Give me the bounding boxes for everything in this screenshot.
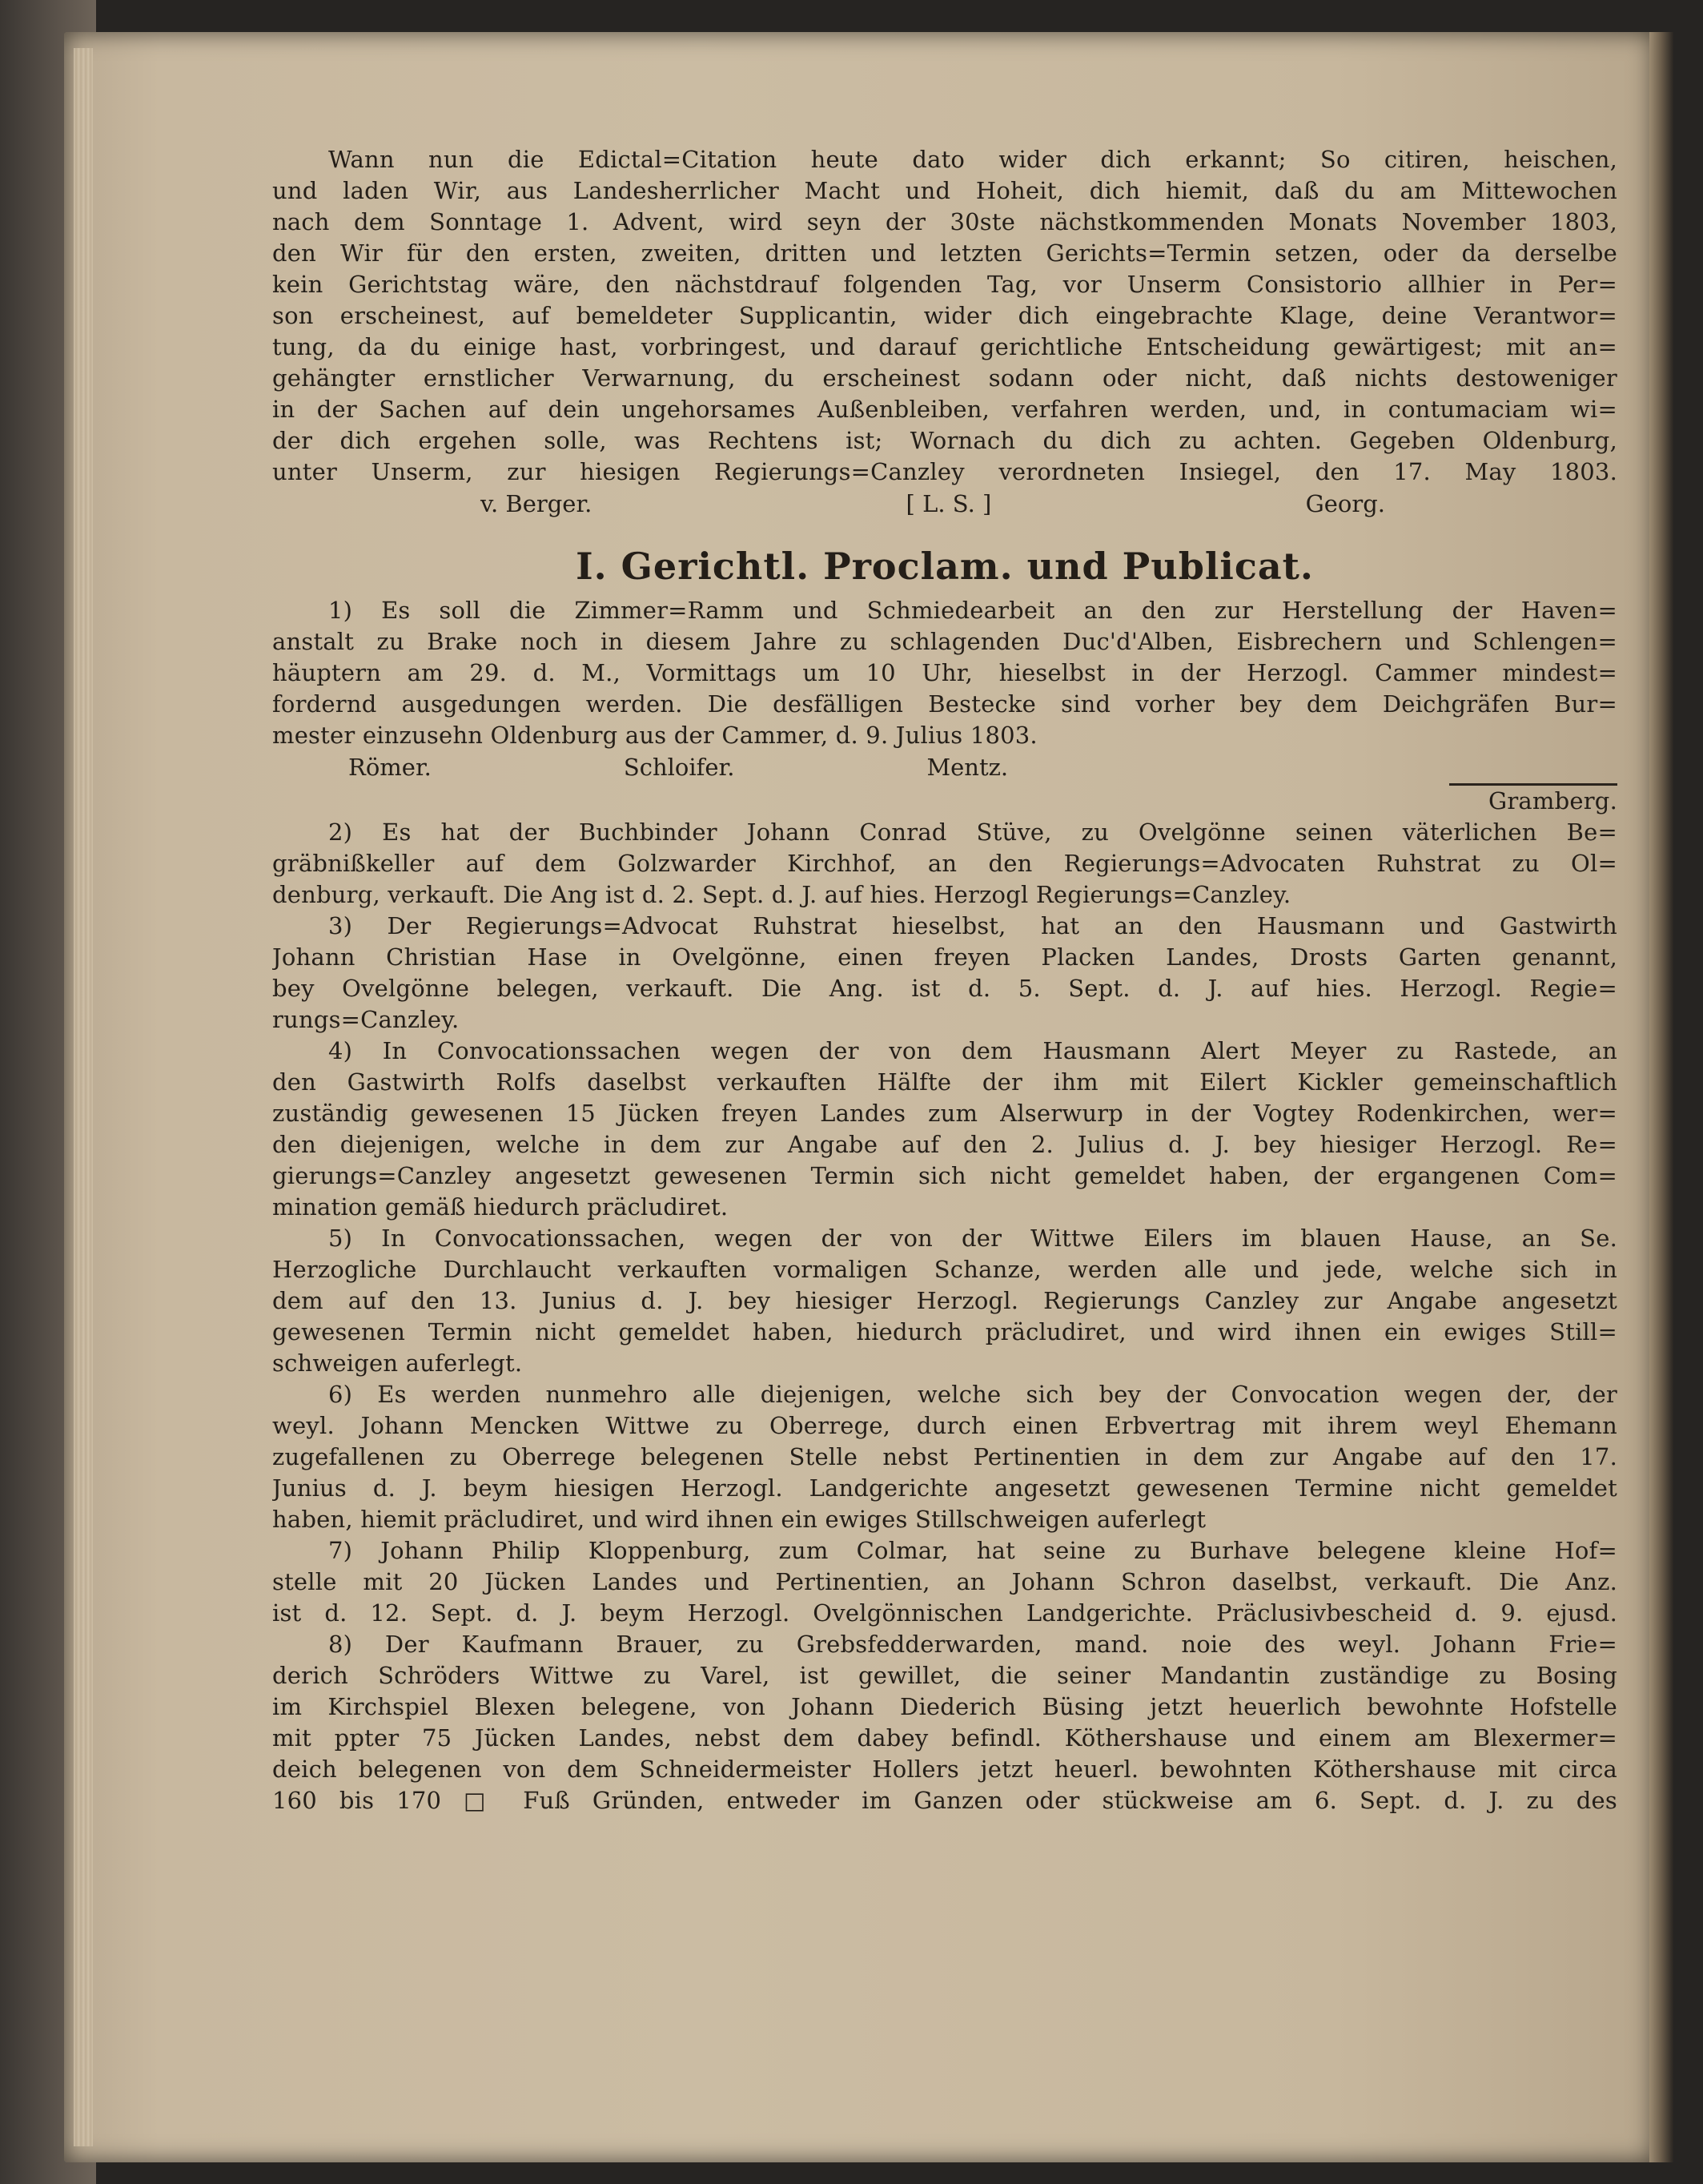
text-line: den Wir für den ersten, zweiten, dritten und letzten Gerichts=Termin setzen, oder da derselbe — [272, 239, 1617, 267]
text-line: Junius d. J. beym hiesigen Herzogl. Landgerichte angesetzt gewesenen Termine nicht gemeldet — [272, 1474, 1617, 1502]
text-line: in der Sachen auf dein ungehorsames Außenbleiben, verfahren werden, und, in contumaciam wi= — [272, 396, 1617, 423]
text-line: 3) Der Regierungs=Advocat Ruhstrat hieselbst, hat an den Hausmann und Gastwirth — [328, 912, 1617, 939]
text-line: den diejenigen, welche in dem zur Angabe auf den 2. Julius d. J. bey hiesiger Herzogl. Re= — [272, 1131, 1617, 1158]
seal-mark: [ L. S. ] — [906, 490, 992, 517]
signer: Mentz. — [926, 754, 1009, 781]
text-line: denburg, verkauft. Die Ang ist d. 2. Sept. d. J. auf hies. Herzogl Regierungs=Canzley. — [272, 881, 1291, 908]
notice-7 — [272, 1535, 1617, 1629]
text-line: deich belegenen von dem Schneidermeister Hollers jetzt heuerl. bewohnten Köthershause mit circa — [272, 1756, 1617, 1783]
text-line: der dich ergehen solle, was Rechtens ist; Wornach du dich zu achten. Gegeben Oldenburg, — [272, 427, 1617, 454]
text-line: Herzogliche Durchlaucht verkauften vormaligen Schanze, werden alle und jede, welche sich in — [272, 1256, 1617, 1283]
text-line: 6) Es werden nunmehro alle diejenigen, welche sich bey der Convocation wegen der, der — [328, 1381, 1617, 1408]
text-line: gräbnißkeller auf dem Golzwarder Kirchhof, an den Regierungs=Advocaten Ruhstrat zu Ol= — [272, 850, 1617, 877]
text-line: Johann Christian Hase in Ovelgönne, einen freyen Placken Landes, Drosts Garten genannt, — [272, 943, 1617, 971]
text-line: 8) Der Kaufmann Brauer, zu Grebsfedderwarden, mand. noie des weyl. Johann Frie= — [328, 1631, 1617, 1658]
text-line: mit ppter 75 Jücken Landes, nebst dem dabey befindl. Köthershause und einem am Blexermer= — [272, 1724, 1617, 1752]
text-line: haben, hiemit präcludiret, und wird ihnen ein ewiges Stillschweigen auferlegt — [272, 1506, 1207, 1533]
text-line: mester einzusehn Oldenburg aus der Cammer, d. 9. Julius 1803. — [272, 722, 1038, 749]
edict-signature — [272, 488, 1617, 520]
text-line: 4) In Convocationssachen wegen der von dem Hausmann Alert Meyer zu Rastede, an — [328, 1037, 1617, 1064]
text-line: gewesenen Termin nicht gemeldet haben, hiedurch präcludiret, und wird ihnen ein ewiges Still= — [272, 1318, 1617, 1345]
text-line: häuptern am 29. d. M., Vormittags um 10 Uhr, hieselbst in der Herzogl. Cammer mindest= — [272, 659, 1617, 686]
text-line: mination gemäß hiedurch präcludiret. — [272, 1193, 729, 1221]
text-line: den Gastwirth Rolfs daselbst verkauften Hälfte der ihm mit Eilert Kickler gemeinschaftlich — [272, 1068, 1617, 1096]
text-line: gehängter ernstlicher Verwarnung, du erscheinest sodann oder nicht, daß nichts destoweniger — [272, 364, 1617, 392]
text-line: gierungs=Canzley angesetzt gewesenen Termin sich nicht gemeldet haben, der ergangenen Com= — [272, 1162, 1617, 1189]
text-line: ist d. 12. Sept. d. J. beym Herzogl. Ovelgönnischen Landgerichte. Präclusivbescheid d. 9. ejusd. — [272, 1599, 1617, 1627]
text-line: 2) Es hat der Buchbinder Johann Conrad Stüve, zu Ovelgönne seinen väterlichen Be= — [328, 818, 1617, 846]
notice-8 — [272, 1629, 1617, 1816]
text-line: und laden Wir, aus Landesherrlicher Macht und Hoheit, dich hiemit, daß du am Mittewochen — [272, 177, 1617, 204]
section-title: I. Gerichtl. Proclam. und Publicat. — [576, 545, 1314, 588]
notice-5 — [272, 1223, 1617, 1379]
notice-2 — [272, 817, 1617, 911]
text-line: son erscheinest, auf bemeldeter Supplicantin, wider dich eingebrachte Klage, deine Verantwor= — [272, 302, 1617, 329]
signer-georg: Georg. — [1305, 490, 1385, 517]
signer-berger: v. Berger. — [480, 490, 592, 517]
text-line: 160 bis 170 □ Fuß Gründen, entweder im Ganzen oder stückweise am 6. Sept. d. J. zu des — [272, 1787, 1617, 1814]
text-line: kein Gerichtstag wäre, den nächstdrauf folgenden Tag, vor Unserm Consistorio allhier in Per= — [272, 271, 1617, 298]
text-line: weyl. Johann Mencken Wittwe zu Oberrege, durch einen Erbvertrag mit ihrem weyl Ehemann — [272, 1412, 1617, 1439]
page-text — [272, 144, 1617, 1816]
text-line: derich Schröders Wittwe zu Varel, ist gewillet, die seiner Mandantin zuständige zu Bosing — [272, 1662, 1617, 1689]
text-line: rungs=Canzley. — [272, 1006, 460, 1033]
text-line: anstalt zu Brake noch in diesem Jahre zu schlagenden Duc'd'Alben, Eisbrechern und Schlengen= — [272, 628, 1617, 655]
text-line: tung, da du einige hast, vorbringest, und darauf gerichtliche Entscheidung gewärtigest; mit an= — [272, 333, 1617, 360]
text-line: im Kirchspiel Blexen belegene, von Johann Diederich Büsing jetzt heuerlich bewohnte Hofstelle — [272, 1693, 1617, 1720]
text-line: 5) In Convocationssachen, wegen der von der Wittwe Eilers im blauen Hause, an Se. — [328, 1225, 1617, 1252]
notice-3 — [272, 911, 1617, 1036]
text-line: fordernd ausgedungen werden. Die desfälligen Bestecke sind vorher bey dem Deichgräfen Bur= — [272, 690, 1617, 718]
page-right-edge — [1649, 32, 1673, 2162]
text-line: dem auf den 13. Junius d. J. bey hiesiger Herzogl. Regierungs Canzley zur Angabe angesetzt — [272, 1287, 1617, 1314]
notice-4 — [272, 1036, 1617, 1223]
text-line: Wann nun die Edictal=Citation heute dato wider dich erkannt; So citiren, heischen, — [328, 146, 1617, 173]
edict-paragraph — [272, 144, 1617, 520]
text-line: zuständig gewesenen 15 Jücken freyen Landes zum Alserwurp in der Vogtey Rodenkirchen, wer= — [272, 1100, 1617, 1127]
signer: Römer. — [348, 754, 432, 781]
text-line: 1) Es soll die Zimmer=Ramm und Schmiedearbeit an den zur Herstellung der Haven= — [328, 597, 1617, 624]
signer: Schloifer. — [623, 754, 735, 781]
text-line: 7) Johann Philip Kloppenburg, zum Colmar, hat seine zu Burhave belegene kleine Hof= — [328, 1537, 1617, 1564]
text-line: bey Ovelgönne belegen, verkauft. Die Ang. ist d. 5. Sept. d. J. auf hies. Herzogl. Regie= — [272, 975, 1617, 1002]
text-line: schweigen auferlegt. — [272, 1349, 523, 1377]
page-stack-edge — [74, 48, 93, 2146]
notice-1-signers — [272, 751, 1617, 783]
text-line: unter Unserm, zur hiesigen Regierungs=Canzley verordneten Insiegel, den 17. May 1803. — [272, 458, 1617, 485]
notice-6 — [272, 1379, 1617, 1535]
notice-1 — [272, 595, 1617, 817]
place-name: Gramberg. — [1488, 787, 1617, 814]
text-line: nach dem Sonntage 1. Advent, wird seyn der 30ste nächstkommenden Monats November 1803, — [272, 208, 1617, 235]
text-line: stelle mit 20 Jücken Landes und Pertinentien, an Johann Schron daselbst, verkauft. Die Anz. — [272, 1568, 1617, 1595]
text-line: zugefallenen zu Oberrege belegenen Stelle nebst Pertinentien in dem zur Angabe auf den 17. — [272, 1443, 1617, 1470]
